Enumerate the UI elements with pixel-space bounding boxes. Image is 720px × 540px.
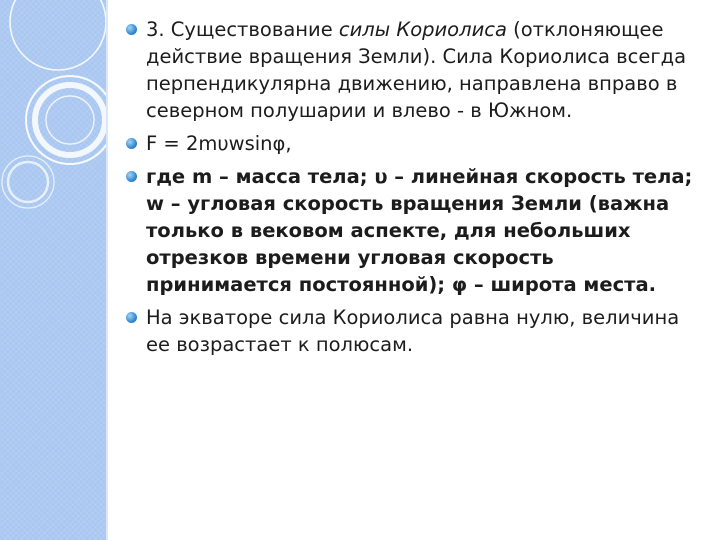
- sidebar-divider: [106, 0, 108, 540]
- equator-text: На экваторе сила Кориолиса равна нулю, величина ее возрастает к полюсам.: [146, 306, 680, 356]
- bullet-lead-text: 3. Существование: [146, 18, 339, 41]
- bullet-icon: [126, 171, 137, 182]
- bullet-item: [126, 163, 700, 298]
- definitions-text: где m – масса тела; υ – линейная скорость тела; w – угловая скорость вращения Земли (важна только в вековом аспекте, для небольших отрезков времени угловая скорость принимается постоянной); φ – широта места.: [146, 165, 693, 296]
- ring-circles-icon: [0, 0, 106, 540]
- sidebar-panel: [0, 0, 106, 540]
- bullet-item: [126, 130, 700, 157]
- bullet-icon: [126, 138, 137, 149]
- bullet-item: [126, 304, 700, 358]
- bullet-item: [126, 16, 700, 124]
- slide-content: [126, 16, 700, 364]
- bullet-icon: [126, 312, 137, 323]
- coriolis-italic-text: силы Кориолиса: [338, 18, 507, 41]
- bullet-icon: [126, 24, 137, 35]
- formula-text: F = 2mυwsinφ,: [146, 132, 292, 155]
- bullet-rest-text: (отклоняющее действие вращения Земли). Сила Кориолиса всегда перпендикулярна движению, направлена вправо в северном полушарии и влево - в Южном.: [146, 18, 687, 122]
